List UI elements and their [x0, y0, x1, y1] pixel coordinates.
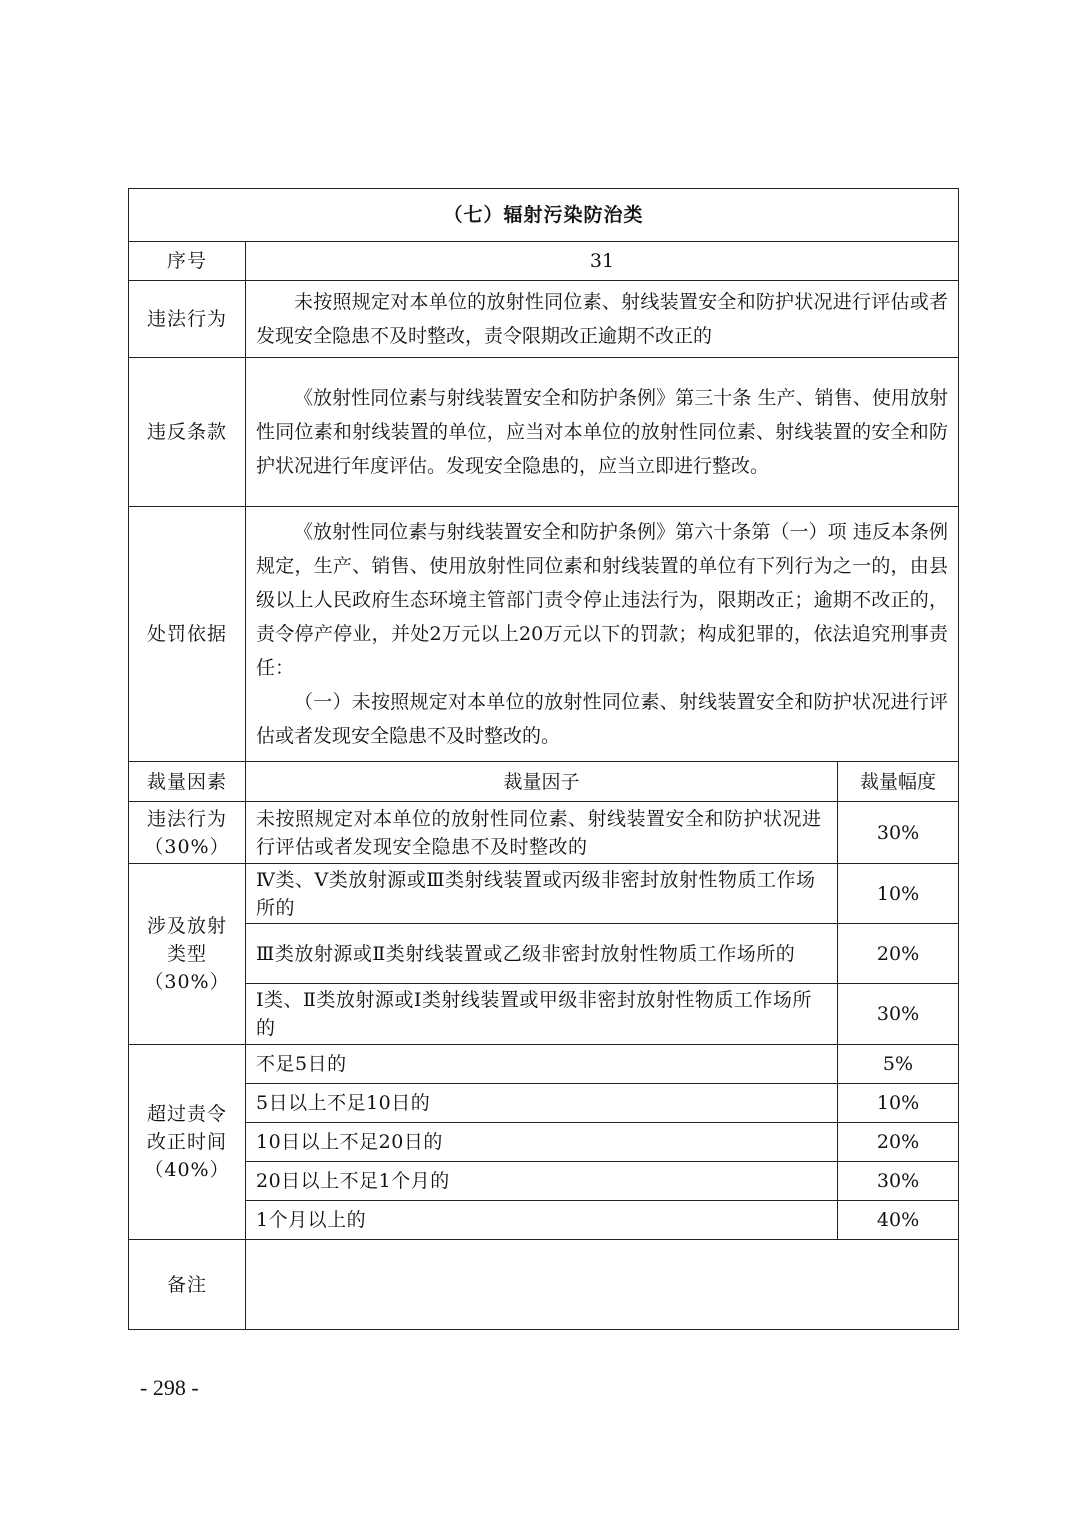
discretion-range-header: 裁量幅度: [838, 762, 959, 802]
provision-label: 违反条款: [129, 358, 246, 507]
penalty-basis-paragraph: 《放射性同位素与射线装置安全和防护条例》第六十条第（一）项 违反本条例规定，生产、销售、使用放射性同位素和射线装置的单位有下列行为之一的，由县级以上人民政府生态环境主管部门责令停止违法行为，限期改正；逾期不改正的，责令停产停业，并处2万元以上20万元以下的罚款；构成犯罪的，依法追究刑事责任：: [256, 521, 949, 679]
serial-value: 31: [246, 242, 959, 281]
factor-percent: 20%: [838, 1123, 959, 1162]
factor-text: 不足5日的: [246, 1045, 838, 1084]
factor-text: 未按照规定对本单位的放射性同位素、射线装置安全和防护状况进行评估或者发现安全隐患不及时整改的: [246, 802, 838, 864]
page-number: - 298 -: [140, 1375, 199, 1400]
group-label: 违法行为（30%）: [129, 802, 246, 864]
penalty-basis-paragraph: （一）未按照规定对本单位的放射性同位素、射线装置安全和防护状况进行评估或者发现安全隐患不及时整改的。: [256, 691, 949, 747]
provision-text: 《放射性同位素与射线装置安全和防护条例》第三十条 生产、销售、使用放射性同位素和射线装置的单位，应当对本单位的放射性同位素、射线装置的安全和防护状况进行年度评估。发现安全隐患的，应当立即进行整改。: [256, 387, 949, 477]
penalty-discretion-table: [128, 188, 959, 1330]
factor-percent: 30%: [838, 984, 959, 1045]
provision-text-cell: [246, 358, 959, 507]
factor-percent: 5%: [838, 1045, 959, 1084]
penalty-basis-label: 处罚依据: [129, 507, 246, 762]
violation-text-cell: [246, 281, 959, 358]
factor-text: Ⅳ类、Ⅴ类放射源或Ⅲ类射线装置或丙级非密封放射性物质工作场所的: [246, 864, 838, 924]
factor-text: 20日以上不足1个月的: [246, 1162, 838, 1201]
group-label: 超过责令改正时间（40%）: [129, 1045, 246, 1240]
discretion-factor-header: 裁量因素: [129, 762, 246, 802]
factor-percent: 10%: [838, 864, 959, 924]
violation-text: 未按照规定对本单位的放射性同位素、射线装置安全和防护状况进行评估或者发现安全隐患不及时整改，责令限期改正逾期不改正的: [256, 291, 949, 347]
factor-percent: 20%: [838, 924, 959, 984]
remarks-value: [246, 1240, 959, 1330]
remarks-label: 备注: [129, 1240, 246, 1330]
penalty-basis-cell: [246, 507, 959, 762]
factor-text: 5日以上不足10日的: [246, 1084, 838, 1123]
factor-text: Ⅰ类、Ⅱ类放射源或Ⅰ类射线装置或甲级非密封放射性物质工作场所的: [246, 984, 838, 1045]
factor-text: 1个月以上的: [246, 1201, 838, 1240]
factor-percent: 30%: [838, 802, 959, 864]
factor-text: 10日以上不足20日的: [246, 1123, 838, 1162]
serial-label: 序号: [129, 242, 246, 281]
discretion-item-header: 裁量因子: [246, 762, 838, 802]
factor-percent: 30%: [838, 1162, 959, 1201]
table-title: （七）辐射污染防治类: [129, 189, 959, 242]
factor-text: Ⅲ类放射源或Ⅱ类射线装置或乙级非密封放射性物质工作场所的: [246, 924, 838, 984]
factor-percent: 10%: [838, 1084, 959, 1123]
factor-percent: 40%: [838, 1201, 959, 1240]
group-label: 涉及放射类型（30%）: [129, 864, 246, 1045]
violation-label: 违法行为: [129, 281, 246, 358]
